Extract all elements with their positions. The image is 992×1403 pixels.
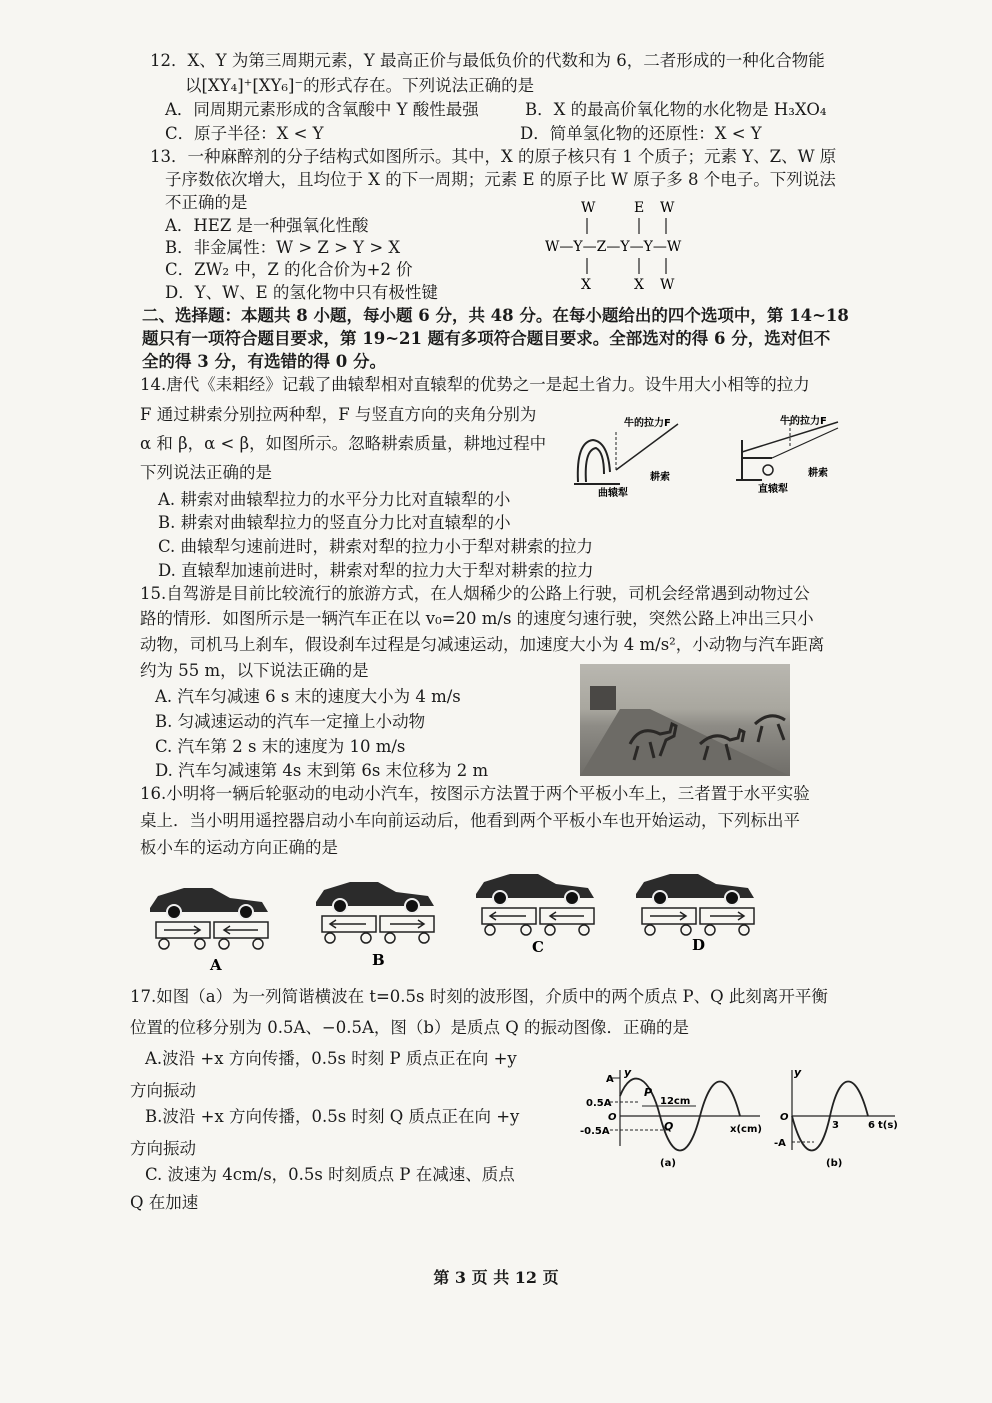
q12-option-a: A．同周期元素形成的含氧酸中 Y 酸性最强 (165, 100, 479, 119)
struct-top-3: W (660, 200, 675, 216)
q16-stem-line1: 16.小明将一辆后轮驱动的电动小汽车，按图示方法置于两个平板小车上，三者置于水平实验 (140, 784, 810, 803)
q16-label-b: B (372, 951, 385, 969)
q14-option-a: A. 耕索对曲辕犁拉力的水平分力比对直辕犁的小 (158, 490, 511, 509)
q12-stem-line1: 12．X、Y 为第三周期元素，Y 最高正价与最低负价的代数和为 6，二者形成的一种化合物能 (150, 51, 825, 70)
q16-stem-line2: 桌上．当小明用遥控器启动小车向前运动后，他看到两个平板小车也开始运动，下列标出平 (140, 811, 800, 830)
q14-curved-plow-figure (568, 412, 698, 502)
q14-left-rope-label: 耕索 (650, 472, 670, 483)
q16-label-d: D (692, 936, 706, 954)
q17a-p-label: P (644, 1086, 653, 1099)
q17-option-a-line1: A.波沿 +x 方向传播，0.5s 时刻 P 质点正在向 +y (145, 1049, 517, 1068)
q17a-caption: (a) (660, 1158, 676, 1169)
q12-option-d: D．简单氢化物的还原性：X < Y (520, 124, 762, 143)
q13-option-c: C．ZW₂ 中，Z 的化合价为+2 价 (165, 260, 413, 279)
struct-middle: W—Y—Z—Y—Y—W (545, 239, 682, 255)
q15-option-b: B. 匀减速运动的汽车一定撞上小动物 (155, 712, 426, 731)
q14-left-force-label: 牛的拉力F (624, 418, 671, 429)
q17-option-c-line1: C. 波速为 4cm/s，0.5s 时刻质点 P 在减速、质点 (145, 1165, 515, 1184)
q17b-origin-label: O (780, 1112, 789, 1123)
q14-right-rope-label: 耕索 (808, 468, 828, 479)
q16-stem-line3: 板小车的运动方向正确的是 (140, 838, 338, 857)
q13-option-b: B．非金属性：W > Z > Y > X (165, 238, 401, 257)
q14-stem-line1: 14.唐代《耒耜经》记载了曲辕犁相对直辕犁的优势之一是起土省力。设牛用大小相等的拉力 (140, 375, 810, 394)
q17a-q-label: Q (664, 1120, 674, 1133)
struct-top-1: W (581, 200, 596, 216)
q15-option-a: A. 汽车匀减速 6 s 末的速度大小为 4 m/s (155, 687, 461, 706)
q17b-y-label: y (794, 1066, 802, 1079)
q17b-caption: (b) (826, 1158, 843, 1169)
struct-bottom-3: W (660, 277, 675, 292)
q17a-amp-label: A (606, 1074, 614, 1085)
q15-road-animals-photo (580, 664, 790, 776)
q13-molecule-structure (540, 196, 720, 292)
q17-option-c-line2: Q 在加速 (130, 1193, 199, 1212)
q16-cars-figure (140, 868, 780, 978)
q17a-half-label: 0.5A (586, 1098, 612, 1109)
q15-stem-line3: 动物，司机马上刹车，假设刹车过程是匀减速运动，加速度大小为 4 m/s²，小动物与汽车距离 (140, 635, 825, 654)
q13-option-a: A．HEZ 是一种强氧化性酸 (165, 216, 369, 235)
q17-stem-line2: 位置的位移分别为 0.5A、−0.5A，图（b）是质点 Q 的振动图像．正确的是 (130, 1018, 689, 1037)
q17-figure-b (770, 1066, 910, 1176)
q12-option-b: B．X 的最高价氧化物的水化物是 H₃XO₄ (525, 100, 827, 119)
q14-right-force-label: 牛的拉力F (780, 416, 827, 427)
q17-stem-line1: 17.如图（a）为一列简谐横波在 t=0.5s 时刻的波形图，介质中的两个质点 P、Q 此刻离开平衡 (130, 987, 828, 1006)
q17a-origin-label: O (608, 1112, 617, 1123)
q14-stem-line4: 下列说法正确的是 (140, 463, 272, 482)
q12-option-c: C．原子半径：X < Y (165, 124, 324, 143)
section2-line1: 二、选择题：本题共 8 小题，每小题 6 分，共 48 分。在每小题给出的四个选项中，第 14~18 (142, 306, 849, 325)
q17-option-a-line2: 方向振动 (130, 1081, 196, 1100)
q16-label-c: C (532, 938, 544, 956)
q14-stem-line2: F 通过耕索分别拉两种犁，F 与竖直方向的夹角分别为 (140, 405, 537, 424)
q15-stem-line4: 约为 55 m，以下说法正确的是 (140, 661, 369, 680)
q17a-y-label: y (624, 1066, 632, 1079)
q14-option-b: B. 耕索对曲辕犁拉力的竖直分力比对直辕犁的小 (158, 513, 511, 532)
q17-option-b-line2: 方向振动 (130, 1139, 196, 1158)
q16-label-a: A (210, 956, 222, 974)
q17a-neg-half-label: -0.5A (580, 1126, 610, 1137)
q14-left-name: 曲辕犁 (598, 488, 628, 499)
q13-option-d: D．Y、W、E 的氢化物中只有极性键 (165, 283, 438, 302)
q13-stem-line3: 不正确的是 (165, 193, 248, 212)
q17b-neg-a-label: -A (774, 1138, 786, 1149)
q15-option-d: D. 汽车匀减速第 4s 末到第 6s 末位移为 2 m (155, 761, 489, 780)
q15-stem-line1: 15.自驾游是目前比较流行的旅游方式，在人烟稀少的公路上行驶，司机会经常遇到动物过公 (140, 584, 810, 603)
q14-option-c: C. 曲辕犁匀速前进时，耕索对犁的拉力小于犁对耕索的拉力 (158, 537, 594, 556)
q13-stem-line2: 子序数依次增大，且均位于 X 的下一周期；元素 E 的原子比 W 原子多 8 个电子。下列说法 (165, 170, 836, 189)
q14-right-name: 直辕犁 (758, 484, 788, 495)
q17b-tick-6: 6 (868, 1120, 875, 1131)
q15-stem-line2: 路的情形．如图所示是一辆汽车正在以 v₀=20 m/s 的速度匀速行驶，突然公路上冲出三只小 (140, 609, 814, 628)
struct-bottom-2: X (634, 277, 644, 292)
page-footer: 第 3 页 共 12 页 (433, 1268, 559, 1287)
q17-option-b-line1: B.波沿 +x 方向传播，0.5s 时刻 Q 质点正在向 +y (145, 1107, 520, 1126)
q12-stem-line2: 以[XY₄]⁺[XY₆]⁻的形式存在。下列说法正确的是 (185, 76, 535, 95)
q13-stem-line1: 13．一种麻醉剂的分子结构式如图所示。其中，X 的原子核只有 1 个质子；元素 Y、Z、W 原 (150, 147, 837, 166)
q17-figure-a (580, 1066, 780, 1176)
q17b-tick-3: 3 (832, 1120, 839, 1131)
q17b-t-label: t(s) (878, 1120, 898, 1131)
q17a-span-label: 12cm (660, 1096, 691, 1107)
q14-stem-line3: α 和 β，α < β，如图所示。忽略耕索质量，耕地过程中 (140, 434, 547, 453)
section2-line2: 题只有一项符合题目要求，第 19~21 题有多项符合题目要求。全部选对的得 6 分，选对但不 (142, 329, 831, 348)
q14-straight-plow-figure (728, 410, 858, 500)
section2-line3: 全的得 3 分，有选错的得 0 分。 (142, 352, 386, 371)
struct-bottom-1: X (581, 277, 591, 292)
q14-option-d: D. 直辕犁加速前进时，耕索对犁的拉力大于犁对耕索的拉力 (158, 561, 594, 580)
struct-top-2: E (634, 200, 645, 216)
q15-option-c: C. 汽车第 2 s 末的速度为 10 m/s (155, 737, 406, 756)
q17a-x-label: x(cm) (730, 1124, 762, 1135)
